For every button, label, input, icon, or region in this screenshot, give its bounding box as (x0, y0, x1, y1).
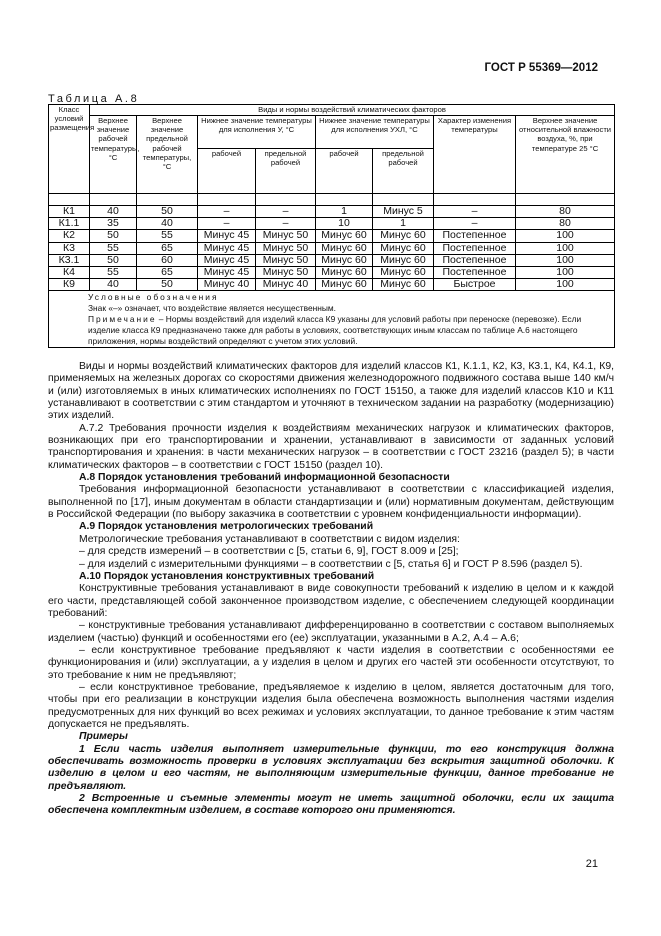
spacer-cell (316, 194, 373, 206)
table-cell: К1 (49, 206, 90, 218)
list-item: – конструктивные требования устанавливают дифференцированно в соответствии с составом выполняемых изделием (частью) функций и особенностями его (ее) эксплуатации, указанными в А.2, А.4 – А.6; (48, 620, 614, 644)
table-cell: Минус 50 (256, 242, 316, 254)
table-cell: 65 (137, 267, 198, 279)
table-row (49, 279, 615, 291)
table-cell: 65 (137, 242, 198, 254)
table-row (49, 242, 615, 254)
section-heading: А.9 Порядок установления метрологических требований (79, 521, 374, 533)
table-row (49, 218, 615, 230)
table-cell: Минус 60 (373, 242, 434, 254)
table-cell: Минус 60 (316, 254, 373, 266)
table-cell: Постепенное (434, 230, 516, 242)
section-heading: А.8 Порядок установления требований информационной безопасности (79, 472, 450, 484)
col-header-group: Виды и нормы воздействий климатических факторов (90, 105, 615, 116)
table-cell: Минус 60 (373, 267, 434, 279)
table-cell: Минус 60 (316, 230, 373, 242)
table-cell: Минус 60 (373, 254, 434, 266)
table-cell: Минус 40 (198, 279, 256, 291)
col-header-lower-u: Нижнее значение температуры для исполнения У, °С (198, 116, 316, 149)
table-cell: Минус 45 (198, 254, 256, 266)
table-cell: К9 (49, 279, 90, 291)
table-row (49, 267, 615, 279)
paragraph: Виды и нормы воздействий климатических факторов для изделий классов К1, К.1.1, К2, К3, К3.1, К4, К4.1, К9, применяемых на железных дорогах со скоростями движения железнодорожного подвижного состава выше 140 км/ч и (или) изготовляемых в иных климатических исполнениях по ГОСТ 15150, а также для изделий классов К10 и К11 устанавливают в соответствии с этим стандартом и уточняют в техническом задании на разработку (модернизацию) этих изделий. (48, 361, 614, 422)
paragraph: Конструктивные требования устанавливают в виде совокупности требований к изделию в целом и к каждой его части, представляющей собой законченное производством изделие, с обеспечением следующей координации требований: (48, 583, 614, 619)
spacer-cell (434, 194, 516, 206)
body-text (48, 361, 614, 818)
table-cell: Минус 45 (198, 267, 256, 279)
paragraph: Требования информационной безопасности устанавливают в соответствии с классификацией изделия, выполненной по [17], иным документам в области стандартизации и (или) нормативным документам, действующим в Российской Федерации (по выбору заказчика в соответствии с уровнем конфиденциальности информации). (48, 484, 614, 521)
table-cell: Постепенное (434, 254, 516, 266)
col-header-change-character: Характер изменения температуры (434, 116, 516, 194)
section-heading: А.10 Порядок установления конструктивных требований (79, 570, 375, 582)
sub-header-work-u: рабочей (198, 149, 256, 194)
table-cell: Минус 50 (256, 267, 316, 279)
table-row (49, 230, 615, 242)
table-cell: – (198, 206, 256, 218)
table-cell: 50 (137, 206, 198, 218)
table-cell: 100 (516, 242, 615, 254)
table-cell: Минус 60 (373, 230, 434, 242)
example-item: 2 Встроенные и съемные элементы могут не иметь защитной оболочки, если их защита обеспечена комплектным изделием, в составе которого они применяются. (48, 793, 614, 817)
spacer-cell (49, 194, 90, 206)
table-cell: 80 (516, 206, 615, 218)
table-cell: 50 (90, 254, 137, 266)
page-number: 21 (585, 858, 598, 870)
col-header-upper-limit: Верхнее значение предельной рабочей температуры, °С (137, 116, 198, 194)
table-cell: 40 (90, 206, 137, 218)
table-cell: К3.1 (49, 254, 90, 266)
spacer-cell (256, 194, 316, 206)
table-cell: К1.1 (49, 218, 90, 230)
col-header-humidity: Верхнее значение относительной влажности воздуха, %, при температуре 25 °С (516, 116, 615, 194)
table-cell: 50 (90, 230, 137, 242)
table-cell: – (434, 206, 516, 218)
table-cell: Минус 40 (256, 279, 316, 291)
spacer-cell (373, 194, 434, 206)
table-cell: 55 (90, 242, 137, 254)
table-cell: К2 (49, 230, 90, 242)
table-cell: Минус 60 (316, 242, 373, 254)
table-row (49, 254, 615, 266)
notes-title: Условные обозначения (88, 292, 219, 303)
table-cell: – (434, 218, 516, 230)
spacer-cell (90, 194, 137, 206)
climatic-factors-table (48, 104, 615, 348)
list-item: – для изделий с измерительными функциями – в соответствии с [5, статья 6] и ГОСТ Р 8.596 (раздел 5). (79, 558, 583, 570)
table-cell: 55 (137, 230, 198, 242)
table-cell: – (256, 206, 316, 218)
table-cell: 1 (373, 218, 434, 230)
table-cell: Минус 60 (373, 279, 434, 291)
table-cell: 10 (316, 218, 373, 230)
col-header-upper-work: Верхнее значение рабочей температуры, °С (90, 116, 137, 194)
list-item: – если конструктивное требование предъявляют к части изделия в соответствии с особенностями ее функционирования и (или) эксплуатации, а у изделия в целом и других его частей эти особенности отсутствуют, то это требование к ним не предъявляют; (48, 644, 614, 681)
table-cell: 100 (516, 279, 615, 291)
table-cell: К3 (49, 242, 90, 254)
example-item: 1 Если часть изделия выполняет измерительные функции, то его конструкция должна обеспечивать возможность проверки в условиях эксплуатации без вскрытия защитной оболочки. К изделию в целом и его частям, не выполняющим измерительные функции, данное требование не предъявляют. (48, 743, 614, 792)
table-cell: – (198, 218, 256, 230)
table-notes (49, 291, 615, 348)
table-cell: Минус 5 (373, 206, 434, 218)
table-cell: Постепенное (434, 267, 516, 279)
table-cell: 60 (137, 254, 198, 266)
table-cell: – (256, 218, 316, 230)
table-cell: 100 (516, 230, 615, 242)
notes-sign-explanation: Знак «–» означает, что воздействие является несущественным. (88, 303, 337, 314)
list-item: – для средств измерений – в соответствии с [5, статьи 6, 9], ГОСТ 8.009 и [25]; (79, 546, 459, 558)
table-body (49, 206, 615, 291)
table-cell: Быстрое (434, 279, 516, 291)
table-cell: 50 (137, 279, 198, 291)
table-cell: 40 (90, 279, 137, 291)
page-header: ГОСТ Р 55369—2012 (484, 62, 598, 74)
note-paragraph (52, 314, 612, 346)
sub-header-limit-u: предельной рабочей (256, 149, 316, 194)
col-header-lower-uhl: Нижнее значение температуры для исполнения УХЛ, °С (316, 116, 434, 149)
table-cell: 100 (516, 267, 615, 279)
sub-header-work-uhl: рабочей (316, 149, 373, 194)
table-cell: Минус 60 (316, 279, 373, 291)
spacer-cell (198, 194, 256, 206)
list-item: – если конструктивное требование, предъявляемое к изделию в целом, является достаточным для того, чтобы при его реализации в конструкции изделия была обеспечена возможность выполнения частями изделия предусмотренных для них функций во всех режимах и условиях эксплуатации, то данное требование к этим частям допускается не предъявлять. (48, 681, 614, 730)
table-cell: 1 (316, 206, 373, 218)
table-cell: 35 (90, 218, 137, 230)
paragraph: Метрологические требования устанавливают в соответствии с видом изделия: (79, 533, 460, 545)
table-cell: 100 (516, 254, 615, 266)
table-cell: Минус 45 (198, 242, 256, 254)
table-cell: Минус 50 (256, 230, 316, 242)
table-cell: Постепенное (434, 242, 516, 254)
examples-heading: Примеры (79, 731, 128, 743)
spacer-cell (137, 194, 198, 206)
table-cell: 40 (137, 218, 198, 230)
sub-header-limit-uhl: предельной рабочей (373, 149, 434, 194)
table-label: Таблица А.8 (48, 93, 140, 105)
col-header-class: Класс условий размещения (49, 105, 90, 194)
table-cell: Минус 45 (198, 230, 256, 242)
note-label: Примечание (88, 314, 157, 325)
table-cell: 55 (90, 267, 137, 279)
table-row (49, 206, 615, 218)
table-cell: 80 (516, 218, 615, 230)
paragraph: А.7.2 Требования прочности изделия к воздействиям механических нагрузок и климатических факторов, возникающих при его транспортировании и хранении, устанавливают в зависимости от заданных условий транспортирования и хранения: в части механических нагрузок – в соответствии с ГОСТ 23216 (раздел 5); в части климатических факторов – в соответствии с ГОСТ 15150 (раздел 10). (48, 422, 614, 471)
table-cell: Минус 50 (256, 254, 316, 266)
table-cell: К4 (49, 267, 90, 279)
note-text: – Нормы воздействий для изделий класса К9 указаны для условий работы при переноске (перевозке). Если изделие класса К9 предназначено также для работы в условиях, соответствующих иным классам по таблице А.6 настоящего приложения, нормы воздействий определяют с учетом этих условий. (88, 314, 582, 346)
table-cell: Минус 60 (316, 267, 373, 279)
spacer-cell (516, 194, 615, 206)
